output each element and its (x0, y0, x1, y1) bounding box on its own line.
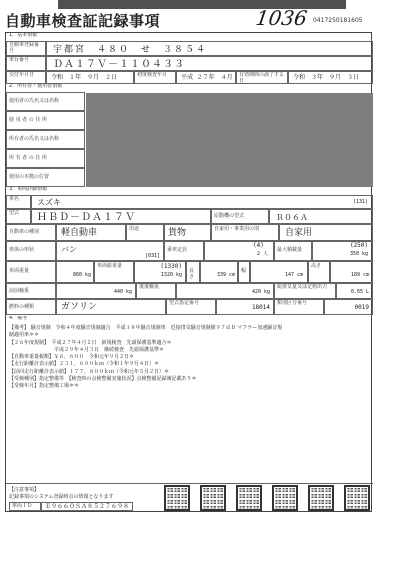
qr-code (272, 485, 298, 511)
purpose-label: 自家用・事業用の別 (211, 224, 279, 241)
remarks-line: 平成２９年４月３日 継続検査 先頭保護基準＊ (9, 346, 165, 353)
remarks-block (9, 325, 371, 390)
length-value: 339 cm (216, 272, 235, 278)
width-label: 幅 (238, 261, 250, 283)
vehicle-type-field (56, 224, 126, 241)
remarks-line: 【備考】 騒音規制 令和４年度騒音規制適合 平成１８年騒音規制車 近接排気騒音規制値９７ｄＢ マフラー加速騒音規 (9, 325, 283, 331)
displacement-value: 0.65 L (350, 289, 369, 295)
engine-label: 原動機の型式 (211, 209, 269, 224)
length-label: 長さ (186, 261, 200, 283)
remarks-line: 制適用車＊＊ (9, 332, 40, 339)
section2-heading: 2．所有者・使用者情報 (9, 84, 63, 89)
remarks-line: 【受検年月】指定整備工場＊＊ (9, 383, 80, 389)
use-value: 貨物 (168, 228, 187, 238)
purpose-value: 自家用 (285, 228, 313, 238)
gross-weight-value: (1330) (160, 263, 182, 270)
model-label: 型式 (6, 209, 31, 224)
category-label: 類別区分番号 (274, 299, 324, 315)
section4-heading: 4．備考 (9, 316, 28, 321)
maxload-value: (250) (349, 242, 368, 249)
footer-divider (6, 483, 373, 484)
base-location-label: 使用の本拠の位置 (6, 168, 85, 187)
front-axle-field (56, 283, 136, 299)
weight-label: 車両重量 (6, 261, 56, 283)
expiry-label: 有効期間の満了する日 (236, 71, 288, 84)
car-id-label: 車両ＩＤ (9, 502, 41, 511)
owner-name-label: 所有者の氏名又は名称 (6, 130, 85, 149)
height-value: 189 cm (350, 272, 369, 278)
use-label: 用途 (126, 224, 164, 241)
weight-value: 860 kg (72, 272, 91, 278)
body-label: 車体の形状 (6, 241, 56, 261)
make-field (31, 195, 373, 209)
capacity-value: (4) (253, 242, 264, 249)
vehicle-type-label: 自動車の種別 (6, 224, 56, 241)
vin-label: 車台番号 (6, 56, 46, 71)
purpose-field (279, 224, 373, 241)
body-field (56, 241, 164, 261)
vin-value: ＤＡ１７Ｖ－１１０４３３ (53, 59, 185, 70)
owner-address-label: 所 有 者 の 住 所 (6, 149, 85, 168)
first-reg-label: 初度検査年月 (134, 71, 176, 84)
footer-note-text: 記録事項のシステム登録時点の情報となります (9, 494, 114, 500)
issue-date-field (46, 71, 134, 84)
height-field (330, 261, 373, 283)
owner-info-redaction (86, 93, 373, 187)
vin-field (46, 56, 373, 71)
capacity-value2: 2 人 (257, 251, 269, 257)
width-field (250, 261, 308, 283)
issue-date-value: 令和 １年 ９月 ２日 (51, 74, 118, 81)
capacity-field (204, 241, 274, 261)
category-value: 0019 (354, 304, 369, 311)
section3-heading: 3．車両詳細情報 (9, 187, 48, 192)
remarks-line: 【走行距離計表示値】２３１，６００ｋｍ（令和１年９月４日）＊ (9, 361, 160, 368)
gross-weight-label: 車両総重量 (94, 261, 134, 283)
car-id-field (41, 502, 133, 511)
reg-no-value: 宇都宮 ４８０ せ ３８５４ (53, 45, 208, 55)
gross-weight-value2: 1320 kg (160, 272, 182, 278)
type-spec-value: 18014 (251, 304, 270, 311)
length-field (200, 261, 238, 283)
serial-number: 0417250181605 (313, 17, 363, 24)
car-id-value: Ｅ９６６０ＳＡ８５２７６９８ (45, 503, 130, 510)
reg-no-field (46, 41, 373, 56)
make-label: 車名 (6, 195, 31, 209)
width-value: 147 cm (284, 272, 303, 278)
remarks-line: 【２６年度規制】 平成２７年４月２日 新規検査 先頭保護基準適合＊ (9, 339, 172, 346)
user-name-label: 使用者の氏名又は名称 (6, 92, 85, 111)
user-address-label: 使 用 者 の 住 所 (6, 111, 85, 130)
body-value: バン (61, 245, 77, 254)
qr-code (200, 485, 226, 511)
make-value: スズキ (37, 198, 61, 207)
qr-code (308, 485, 334, 511)
maxload-value2: 350 kg (349, 251, 368, 257)
category-field (324, 299, 373, 315)
qr-code (344, 485, 370, 511)
document-title: 自動車検査証記録事項 (5, 12, 161, 30)
height-label: 高さ (308, 261, 330, 283)
first-reg-field (176, 71, 236, 84)
rear-axle-label: 後後軸重 (136, 283, 176, 299)
front-axle-label: 前前軸重 (6, 283, 56, 299)
qr-code (236, 485, 262, 511)
front-axle-value: 440 kg (113, 289, 132, 295)
rear-axle-field (176, 283, 274, 299)
fuel-field (56, 299, 166, 315)
issue-date-label: 交付年月日 (6, 71, 46, 84)
qr-code (164, 485, 190, 511)
capacity-label: 乗車定員 (164, 241, 204, 261)
expiry-field (288, 71, 373, 84)
model-value: ＨＢＤ－ＤＡ１７Ｖ (37, 212, 136, 223)
make-code: (131) (352, 199, 368, 205)
remarks-line: 【受検種別】指定整備等 【検査時の点検整備実施状況】点検整備記録簿記載あり＊ (9, 375, 197, 382)
displacement-label: 総排気量又は定格出力 (274, 283, 336, 299)
maxload-field (312, 241, 373, 261)
displacement-field (336, 283, 373, 299)
rear-axle-value: 420 kg (251, 289, 270, 295)
vehicle-type-value: 軽自動車 (61, 228, 98, 238)
handwritten-number: 1036 (254, 6, 309, 30)
reg-no-label: 自動車登録番号 (6, 41, 46, 56)
type-spec-field (216, 299, 274, 315)
type-spec-label: 型式指定番号 (166, 299, 216, 315)
gross-weight-field (134, 261, 186, 283)
expiry-value: 令和 ３年 ９月 ３日 (293, 74, 360, 81)
engine-value: Ｒ０６Ａ (276, 213, 308, 222)
section1-heading: 1．基本情報 (9, 33, 38, 38)
remarks-line: 【自動車重量税額】￥６，６００ 令和元年９月２日＊ (9, 354, 135, 360)
model-field (31, 209, 211, 224)
inspection-record-form (5, 32, 372, 512)
engine-field (269, 209, 373, 224)
weight-field (56, 261, 94, 283)
use-field (164, 224, 211, 241)
remarks-line: 【前回走行距離計表示値】１７７，８００ｋｍ（令和元年５月２日）＊ (9, 368, 170, 375)
fuel-value: ガソリン (61, 302, 98, 312)
body-code: [031] (144, 253, 160, 259)
maxload-label: 最大積載量 (274, 241, 312, 261)
first-reg-value: 平成 ２７年 ４月 (181, 74, 233, 81)
fuel-label: 燃料の種類 (6, 299, 56, 315)
footer-note-heading: 【注意事項】 (9, 487, 40, 493)
